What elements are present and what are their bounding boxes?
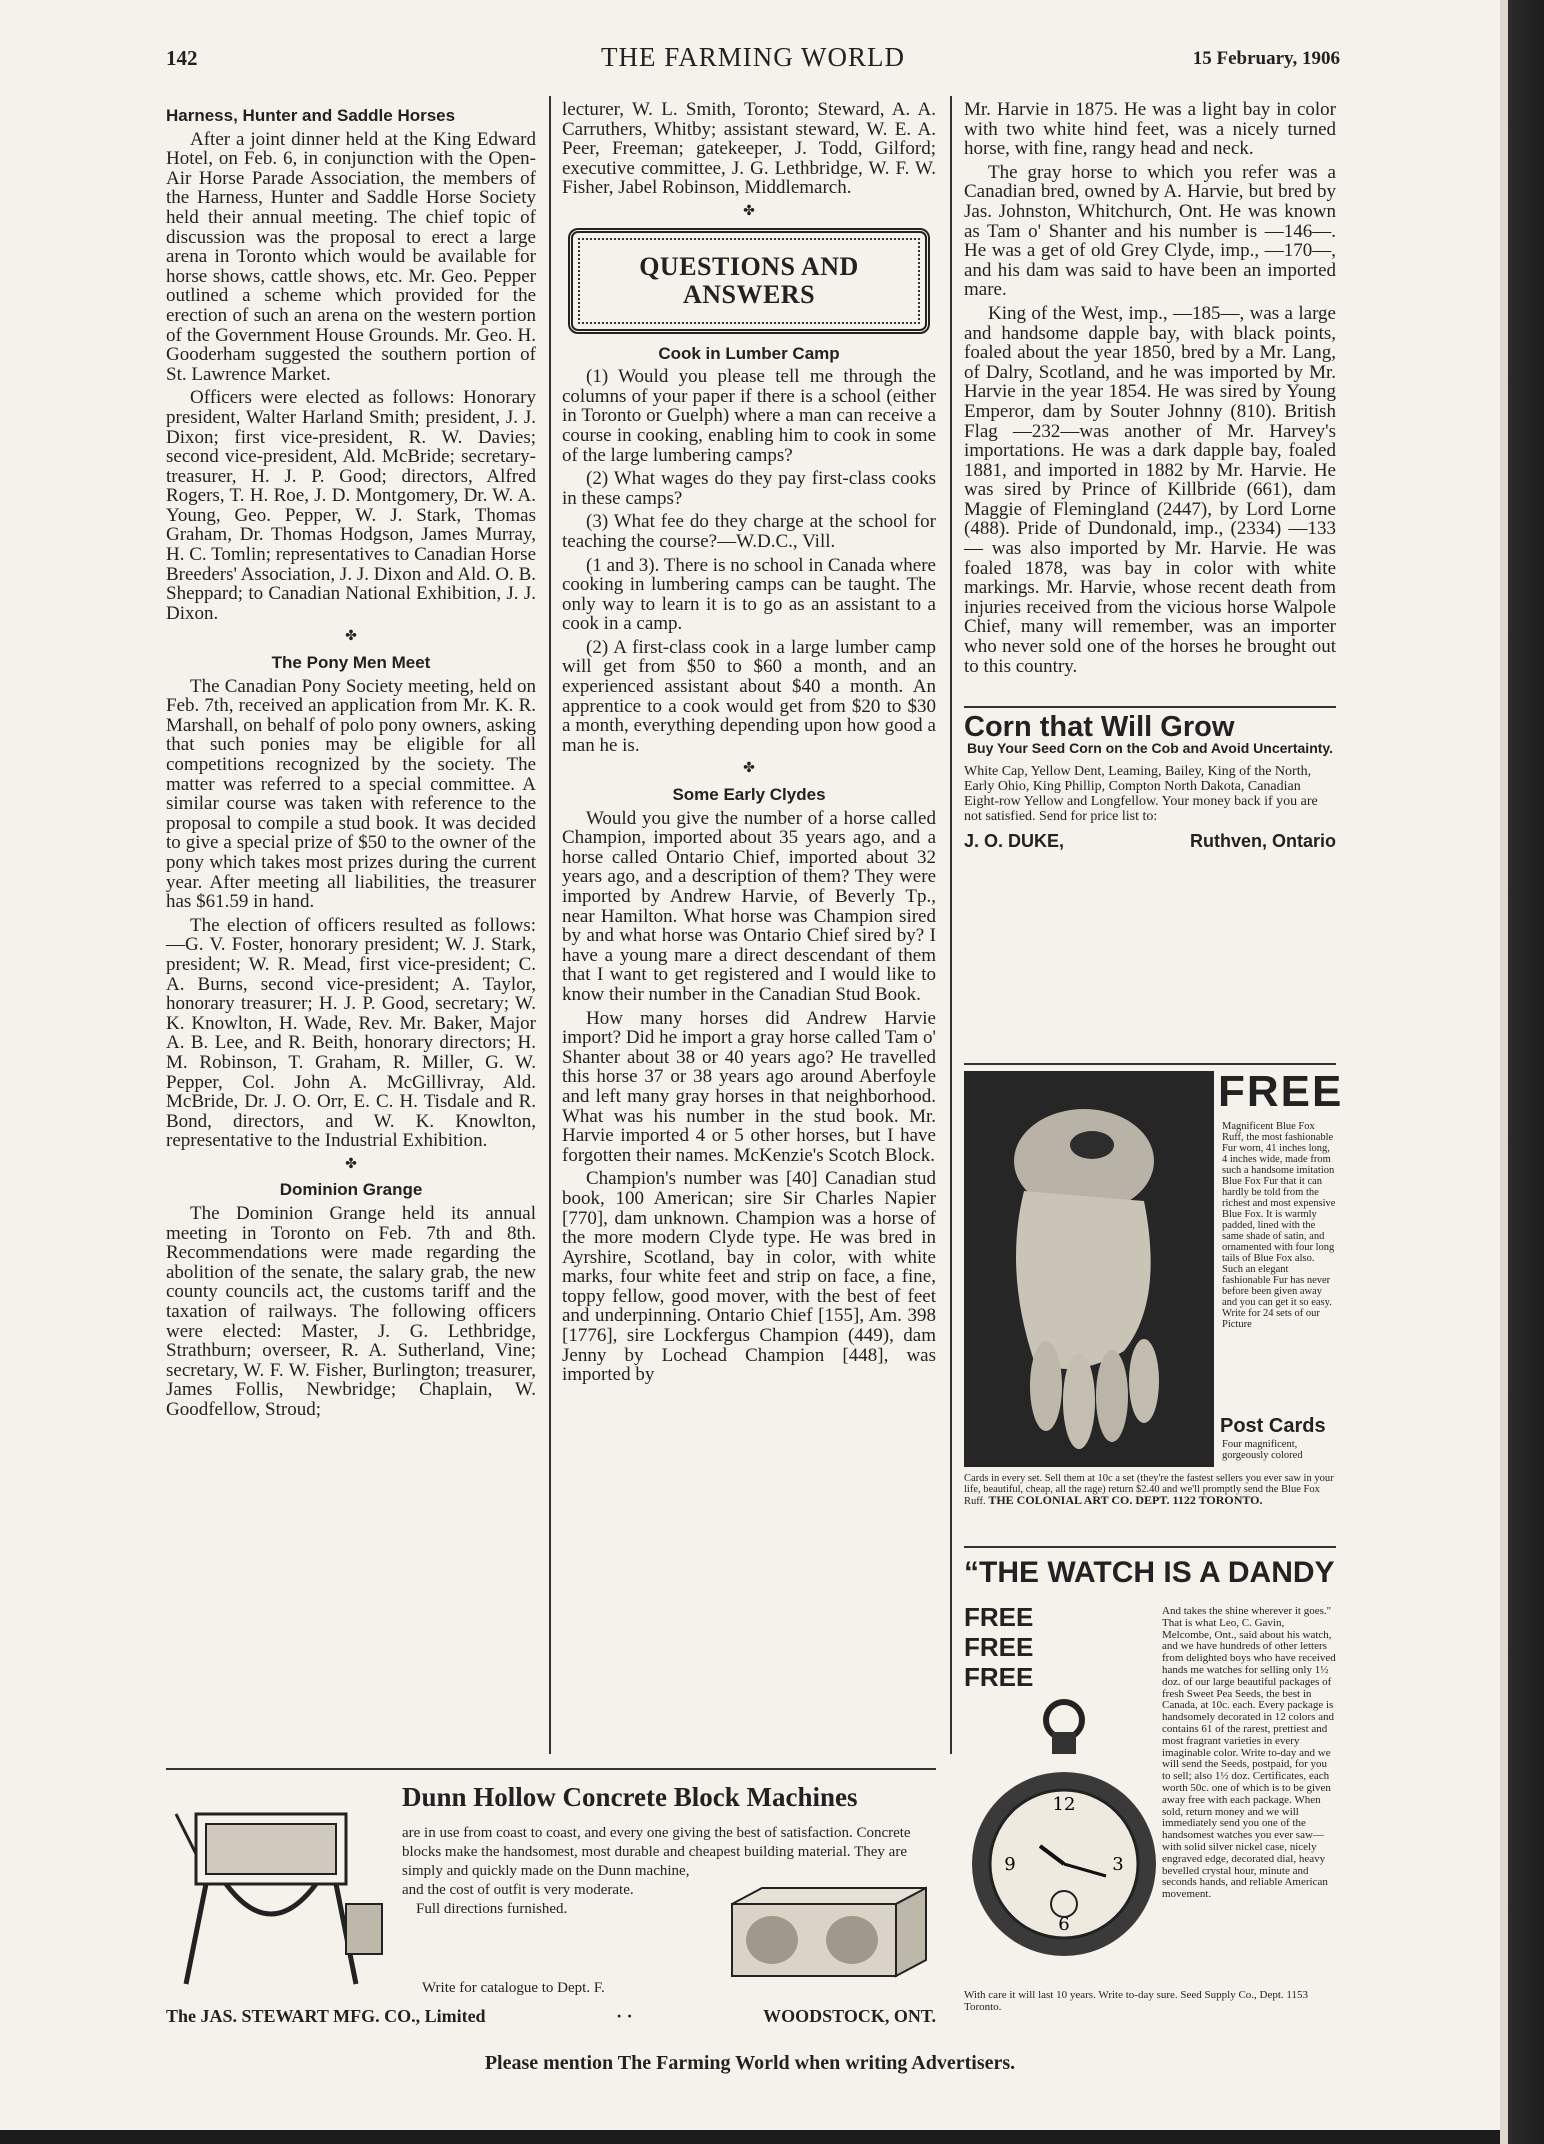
concrete-block-machine-advertisement <box>166 1768 936 2040</box>
concrete-block-illustration <box>722 1884 932 1980</box>
ad-body-text: are in use from coast to coast, and every one giving the best of satisfaction. Concrete blocks make the handsomest, most durable and cheapest building material. They are <box>402 1825 911 1860</box>
ad-description: And takes the shine wherever it goes." That is what Leo, C. Gavin, Melcombe, Ont., said about his watch, and we have hundreds of other letters from delighted boys who have received hands me watches for selling only 1½ doz. of our large beautiful packages of fresh Sweet Pea Seeds, the best in Canada, at 10c. each. Every package is handsomely decorated in 12 colors and contains 61 of the rarest, prettiest and most fragrant varieties in every imaginable color. Write to-day and we will send the Seeds, postpaid, for you to sell; also 1½ doz. Certificates, each worth 50c. one of which is to be given away free with each package. When sold, return money and we will immediately send you one of the handsomest watches you ever saw—with solid silver nickel case, nicely engraved edge, decorated dial, heavy bevelled crystal hour, minute and seconds hands, and reliable American movement. <box>1162 1605 1336 1901</box>
advertiser-name: THE COLONIAL ART CO. DEPT. 1122 TORONTO. <box>988 1493 1263 1507</box>
column-3 <box>964 100 1336 851</box>
page-footer: Please mention The Farming World when writing Advertisers. <box>484 2052 1016 2074</box>
section-ornament: ✤ <box>743 761 755 777</box>
advertiser-place: Ruthven, Ontario <box>1189 830 1336 851</box>
publication-title: THE FARMING WORLD <box>601 42 905 72</box>
pocket-watch-icon <box>968 1698 1160 1988</box>
article-paragraph: Mr. Harvie in 1875. He was a light bay in color with two white hind feet, was a nicely turned horse, with fine, rangy head and neck. <box>964 99 1336 160</box>
fur-ruff-photo <box>964 1071 1214 1467</box>
article-paragraph: The Canadian Pony Society meeting, held on Feb. 7th, received an application from Mr. K. R. Marshall, on behalf of polo pony owners, asking that such ponies may be eligible for all competitions recognized by the society. The matter was referred to a special committee. A similar course was taken with reference to the proposal to compile a stud book. It was decided to give a special prize of $50 to the owner of the pony which takes most prizes during the current year. After meeting all liabilities, the treasurer has $61.59 in hand. <box>166 675 536 913</box>
section-ornament: ✤ <box>345 1156 357 1172</box>
ad-subheadline: Buy Your Seed Corn on the Cob and Avoid Uncertainty. <box>966 739 1334 756</box>
banner-title: QUESTIONS AND ANSWERS <box>639 251 859 309</box>
article-heading: The Pony Men Meet <box>271 653 431 673</box>
article-paragraph: After a joint dinner held at the King Edward Hotel, on Feb. 6, in conjunction with the Open-Air Horse Parade Association, the members of the Harness, Hunter and Saddle Horse Society held their annual meeting. The chief topic of discussion was the proposal to erect a large arena in Toronto which would be available for horse shows, cattle shows, etc. Mr. Geo. Pepper outlined a scheme which provided for the erection of such an arena on the western portion of the Government House Grounds. Mr. Geo. H. Gooderham suggested the southern portion of St. Lawrence Market. <box>166 128 536 385</box>
watch-advertisement <box>964 1546 1336 2018</box>
ad-body-text: simply and quickly made on the Dunn machine, and the cost of outfit is very moderate. <box>402 1863 690 1898</box>
article-paragraph: Would you give the number of a horse called Champion, imported about 35 years ago, and a horse called Ontario Chief, imported about 32 years ago, and a description of them? They were imported by Andrew Harvie, of Beverly Tp., near Hamilton. What horse was Champion sired by and what horse was Ontario Chief sired by? I have a young mare a direct descendant of them that I want to get registered and I would like to know their number in the Canadian Stud Book. <box>562 807 936 1005</box>
article-paragraph: (3) What fee do they charge at the school for teaching the course?—W.D.C., Vill. <box>562 511 936 552</box>
article-paragraph: (1) Would you please tell me through the columns of your paper if there is a school (either in Toronto or Guelph) where a man can receive a course in cooking, enabling him to cook in some of the large lumbering camps? <box>562 366 936 466</box>
ad-fine-print <box>964 1473 1336 1507</box>
article-paragraph: Officers were elected as follows: Honorary president, Walter Harland Smith; president, J. J. Dixon; first vice-president, R. W. Davies; second vice-president, Ald. McBride; secretary-treasurer, H. J. P. Good; directors, Alfred Rogers, T. H. Roe, J. D. Montgomery, Dr. W. A. Young, Geo. Pepper, W. J. Stark, Thomas Graham, Dr. Thomas Hodgson, James Murray, H. C. Tomlin; representatives to Canadian Horse Breeders' Association, J. J. Dixon and Ald. O. B. Sheppard; to Canadian National Exhibition, J. J. Dixon. <box>166 387 536 624</box>
column-2 <box>562 100 936 1389</box>
article-paragraph: King of the West, imp., —185—, was a large and handsome dapple bay, with black points, foaled about the year 1850, bred by a Mr. Lang, of Dalry, Scotland, and he was imported by Mr. Harvie in the year 1854. He was sired by Young Emperor, dam by Souter Johnny (810). British Flag —232—was another of Mr. Harvey's importations. He was a dark dapple bay, foaled 1881, and imported in 1882 by Mr. Harvie. He was sired by Prince of Killbride (661), dam Maggie of Flemingland (2447), by Lord Lorne (488). Pride of Dundonald, imp., (2334) —133— was also imported by Mr. Harvie. He was foaled 1878, was bay in color with white markings. Mr. Harvie, whose recent death from injuries received from the vicious horse Walpole Chief, many will remember, was an importer who never sold one of the horses he brought out to this country. <box>964 302 1336 677</box>
article-heading: Some Early Clydes <box>672 785 826 805</box>
ad-headline: Corn that Will Grow <box>964 711 1235 744</box>
svg-text:6: 6 <box>1058 1914 1070 1935</box>
advertiser-name: The JAS. STEWART MFG. CO., Limited <box>166 2006 486 2026</box>
ad-description: Magnificent Blue Fox Ruff, the most fashionable Fur worn, 41 inches long, 4 inches wide, made from such a handsome imitation Blue Fox Fur that it can hardly be told from the richest and most expensive Blue Fox. It is warmly padded, lined with the same shade of satin, and ornamented with four long tails of Blue Fox also. Such an elegant fashionable Fur has never before been given away and you can get it so easy. Write for 24 sets of our Picture <box>1222 1121 1336 1330</box>
column-1 <box>166 100 536 1424</box>
article-paragraph: (2) A first-class cook in a large lumber camp will get from $50 to $60 a month, and an experienced assistant about $40 a month. An apprentice to a cook would get from $20 to $30 a month, everything depending upon how good a man he is. <box>562 636 936 756</box>
page-edge-shadow <box>1500 0 1544 2144</box>
free-label: FREE <box>964 1662 1034 1692</box>
ad-signature <box>166 2006 936 2027</box>
article-paragraph: The gray horse to which you refer was a Canadian bred, owned by A. Harvie, but bred by Jas. Johnston, Whitchurch, Ont. He was known as Tam o' Shanter and his number is —146—. He was a get of old Grey Clyde, imp., —170—, and his dam was said to have been an imported mare. <box>964 161 1336 301</box>
column-divider <box>549 96 551 1754</box>
free-label: FREE <box>964 1602 1034 1632</box>
article-paragraph: (1 and 3). There is no school in Canada where cooking in lumbering camps can be taught. The only way to learn it is to go as an assistant to a cook in a camp. <box>562 554 936 635</box>
article-paragraph: How many horses did Andrew Harvie import? Did he import a gray horse called Tam o' Shanter about 38 or 40 years ago? He travelled this horse 37 or 38 years ago around Aberfoyle and left many gray horses in that neighborhood. What was his number in the stud book. Mr. Harvie imported 4 or 5 other horses, but I have forgotten their names. McKenzie's Scotch Block. <box>562 1007 936 1166</box>
ad-body: White Cap, Yellow Dent, Leaming, Bailey, King of the North, Early Ohio, King Phillip, Compton North Dakota, Canadian Eight-row Yellow and Longfellow. Your money back if you are not satisfied. Send for price list to: <box>964 763 1318 824</box>
article-paragraph: lecturer, W. L. Smith, Toronto; Steward, A. A. Carruthers, Whitby; assistant steward, W. E. A. Peer, Freeman; gatekeeper, J. Todd, Gilford; executive committee, J. G. Lethbridge, W. F. W. Fisher, Jabel Robinson, Middlemarch. <box>562 99 936 199</box>
article-paragraph: (2) What wages do they pay first-class cooks in these camps? <box>562 468 936 509</box>
ad-postcards-heading: Post Cards <box>1220 1415 1326 1437</box>
section-ornament: ✤ <box>345 629 357 645</box>
article-paragraph: The Dominion Grange held its annual meeting in Toronto on Feb. 7th and 8th. Recommendations were made regarding the abolition of the senate, the salary grab, the new county councils act, the customs tariff and the taxation of railways. The following officers were elected: Master, J. G. Lethbridge, Strathburn; overseer, R. A. Sutherland, Vine; secretary, W. F. W. Fisher, Burlington; treasurer, James Follis, Newbridge; Chaplain, W. Goodfellow, Stroud; <box>166 1203 536 1420</box>
block-machine-illustration <box>166 1794 386 1994</box>
ad-fine-print: With care it will last 10 years. Write to-day sure. Seed Supply Co., Dept. 1153 Toronto. <box>964 1989 1309 2013</box>
ad-body-text: Full directions furnished. <box>416 1901 568 1917</box>
article-heading: Dominion Grange <box>279 1180 423 1200</box>
ad-headline: “THE WATCH IS A DANDY <box>964 1556 1335 1589</box>
svg-text:3: 3 <box>1112 1854 1124 1875</box>
ad-headline: FREE <box>1218 1067 1344 1116</box>
issue-date: 15 February, 1906 <box>1192 48 1340 69</box>
ad-headline: Dunn Hollow Concrete Block Machines <box>402 1782 858 1812</box>
ad-fine-print-text: Cards in every set. Sell them at 10c a set (they're the fastest sellers you ever saw in your life, beautiful, cheap, all the rage) return $2.40 and we'll promptly send the Blue Fox Ruff. <box>964 1473 1334 1507</box>
page-header <box>166 42 1340 76</box>
column-divider <box>950 96 952 1754</box>
separator-dots: · · <box>616 2006 633 2026</box>
article-heading: Cook in Lumber Camp <box>658 343 840 363</box>
section-ornament: ✤ <box>743 203 755 219</box>
questions-answers-banner <box>568 228 930 334</box>
fur-illustration <box>964 1071 1214 1467</box>
advertiser-name: J. O. DUKE, <box>964 830 1065 851</box>
page-number: 142 <box>166 46 198 70</box>
free-label: FREE <box>964 1632 1034 1662</box>
svg-text:9: 9 <box>1004 1854 1016 1875</box>
article-paragraph: Champion's number was [40] Canadian stud book, 100 American; sire Sir Charles Napier [770], dam unknown. Champion was a horse of the more modern Clyde type. He was bred in Ayrshire, Scotland, bay in color, with white marks, four white feet and strip on face, a fine, toppy fellow, good mover, with the best of feet and underpinning. Ontario Chief [155], Am. 398 [1776], sire Lockfergus Champion (449), dam Jenny by Lochead Champion [448], was imported by <box>562 1168 936 1386</box>
ad-signature <box>964 832 1336 852</box>
ad-postcards-desc: Four magnificent, gorgeously colored <box>1222 1439 1303 1461</box>
svg-text:12: 12 <box>1052 1794 1076 1815</box>
catalogue-line: Write for catalogue to Dept. F. <box>422 1980 605 1996</box>
article-paragraph: The election of officers resulted as follows:—G. V. Foster, honorary president; W. J. Stark, president; W. R. Mead, first vice-president; C. A. Burns, second vice-president; A. Taylor, honorary treasurer; H. J. P. Good, secretary; W. K. Knowlton, H. Wade, Rev. Mr. Baker, Major A. B. Lee, and R. Beith, honorary directors; H. M. Robinson, T. Graham, R. Miller, G. W. Pepper, Col. John A. McGillivray, Ald. McBride, Dr. J. O. Orr, E. C. H. Tisdale and R. Bond, directors, and W. K. Knowlton, representative to the Industrial Exhibition. <box>166 914 536 1152</box>
fox-ruff-advertisement <box>964 1063 1344 1535</box>
article-heading: Harness, Hunter and Saddle Horses <box>166 106 456 125</box>
advertiser-place: WOODSTOCK, ONT. <box>763 2006 936 2026</box>
corn-advertisement <box>964 706 1336 851</box>
